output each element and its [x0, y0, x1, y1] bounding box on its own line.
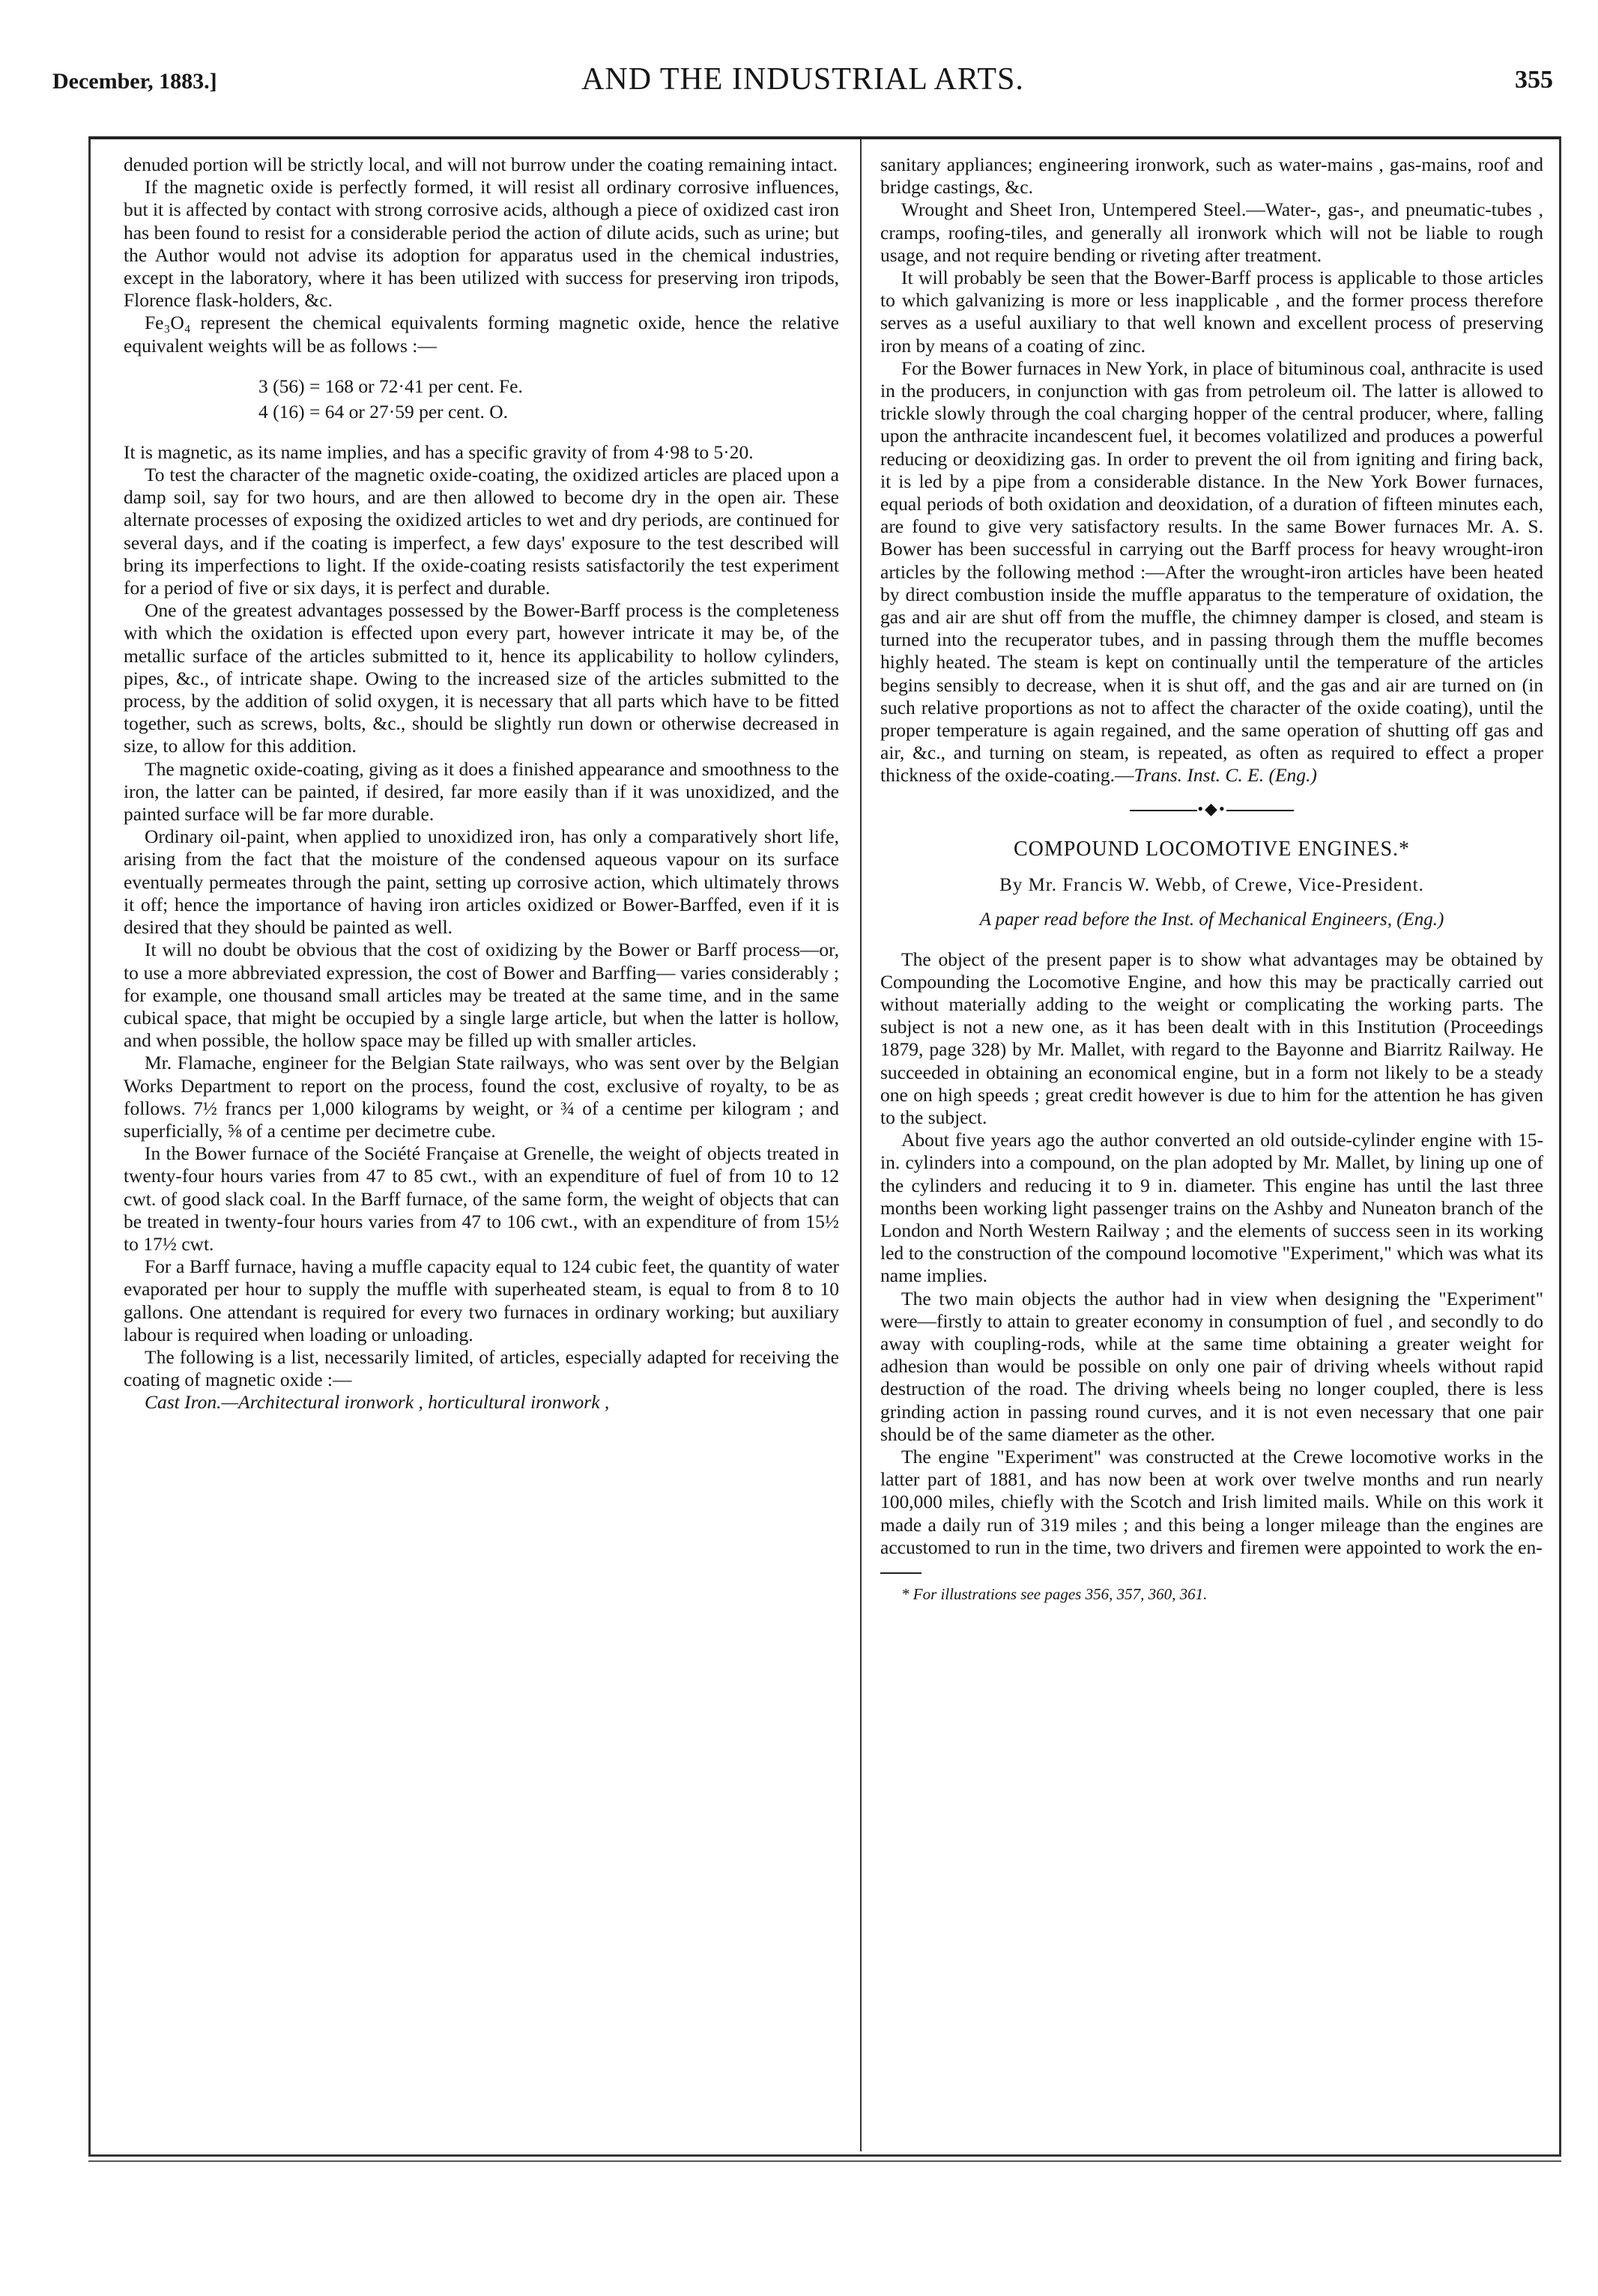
article-byline: By Mr. Francis W. Webb, of Crewe, Vice-President. [999, 875, 1424, 896]
paragraph: It will no doubt be obvious that the cost of oxidizing by the Bower or Barff process—or, to use a more abbreviated expression, the cost of Bower and Barffing— varies considerably ; for example, one thousand small articles may be treated at the same time, and in the same cubical space, that might be occupied by a single large article, but when the latter is hollow, and when possible, the hollow space may be filled up with smaller articles. [124, 939, 839, 1052]
paragraph: The engine "Experiment" was constructed at the Crewe locomotive works in the latter part of 1881, and has now been at work over twelve months and run nearly 100,000 miles, chiefly with the Scotch and Irish limited mails. While on this work it made a daily run of 319 miles ; and this being a longer mileage than the engines are accustomed to run in the time, two drivers and firemen were appointed to work the en- [880, 1445, 1543, 1558]
paragraph: In the Bower furnace of the Société Française at Grenelle, the weight of objects treated in twenty-four hours varies from 47 to 85 cwt., with an expenditure of fuel of from 10 to 12 cwt. of good slack coal. In the Barff furnace, of the same form, the weight of objects that can be treated in twenty-four hours varies from 47 to 106 cwt., with an expenditure of from 15½ to 17½ cwt. [124, 1142, 839, 1255]
cast-iron-list: Cast Iron.—Architectural ironwork , horticultural ironwork , [145, 1391, 610, 1414]
page-number: 355 [1515, 66, 1553, 94]
bottom-rule [88, 2154, 1561, 2157]
paragraph: sanitary appliances; engineering ironwork, such as water-mains , gas-mains, roof and bridge castings, &c. [880, 154, 1543, 199]
paragraph: The magnetic oxide-coating, giving as it does a finished appearance and smoothness to the iron, the latter can be painted, if desired, far more easily than if it was unoxidized, and the painted surface will be far more durable. [124, 757, 839, 826]
paragraph: The two main objects the author had in view when designing the "Experiment" were—firstly to attain to greater economy in consumption of fuel , and secondly to do away with coupling-rods, while at the same time obtaining a greater weight for adhesion than would be possible on only one pair of driving wheels without rapid destruction of the road. The driving wheels being no longer coupled, there is less grinding action in passing round curves, and it is not even necessary that one pair should be of the same diameter as the other. [880, 1287, 1543, 1445]
paragraph: If the magnetic oxide is perfectly formed, it will resist all ordinary corrosive influences, but it is affected by contact with strong corrosive acids, although a piece of oxidized cast iron has been found to resist for a considerable period the action of dilute acids, such as urine; but the Author would not advise its adoption for apparatus used in the chemical industries, except in the laboratory, where it has been utilized with success for preserving iron tripods, Florence flask-holders, &c. [124, 176, 839, 312]
paragraph: Fe₃O₄ represent the chemical equivalents forming magnetic oxide, hence the relative equivalent weights will be as follows :— [124, 312, 839, 357]
header-title: AND THE INDUSTRIAL ARTS. [581, 62, 1024, 97]
paragraph [880, 357, 1543, 787]
paragraph: The object of the present paper is to show what advantages may be obtained by Compounding the Locomotive Engine, and how this may be practically carried out without materially adding to the weight or complicating the working parts. The subject is not a new one, as it has been dealt with in this Institution (Proceedings 1879, page 328) by Mr. Mallet, with regard to the Bayonne and Biarritz Railway. He succeeded in obtaining an economical engine, but in a form not likely to be a steady one on high speeds ; great credit however is due to him for the attention he has given to the subject. [880, 948, 1543, 1128]
paragraph: Wrought and Sheet Iron, Untempered Steel.—Water-, gas-, and pneumatic-tubes , cramps, roofing-tiles, and generally all ironwork which will not be liable to rough usage, and not require bending or riveting after treatment. [880, 199, 1543, 266]
paragraph: It will probably be seen that the Bower-Barff process is applicable to those articles to which galvanizing is more or less inapplicable , and the former process therefore serves as a useful auxiliary to that well known and excellent process of preserving iron by means of a coating of zinc. [880, 267, 1543, 357]
paragraph: For a Barff furnace, having a muffle capacity equal to 124 cubic feet, the quantity of water evaporated per hour to supply the muffle with superheated steam, is equal to from 8 to 10 gallons. One attendant is required for every two furnaces in ordinary working; but auxiliary labour is required when loading or unloading. [124, 1255, 839, 1345]
paragraph: It is magnetic, as its name implies, and has a specific gravity of from 4·98 to 5·20. [124, 440, 754, 463]
right-column [880, 154, 1543, 1605]
paragraph: The following is a list, necessarily limited, of articles, especially adapted for receiving the coating of magnetic oxide :— [124, 1345, 839, 1391]
article-title: COMPOUND LOCOMOTIVE ENGINES.* [1013, 837, 1411, 861]
paragraph: To test the character of the magnetic oxide-coating, the oxidized articles are placed upon a damp soil, say for two hours, and are then allowed to become dry in the open air. These alternate processes of exposing the oxidized articles to wet and dry periods, are continued for several days, and if the coating is imperfect, a few days' exposure to the test described will bring its imperfections to light. If the oxide-coating resists satisfactorily the test experiment for a period of five or six days, it is perfect and durable. [124, 464, 839, 599]
paragraph: Mr. Flamache, engineer for the Belgian State railways, who was sent over by the Belgian Works Department to report on the process, found the cost, exclusive of royalty, to be as follows. 7½ francs per 1,000 kilograms by weight, or ¾ of a centime per kilogram ; and superficially, ⅝ of a centime per decimetre cube. [124, 1052, 839, 1142]
paragraph: Ordinary oil-paint, when applied to unoxidized iron, has only a comparatively short life, arising from the fact that the moisture of the condensed aqueous vapour on its surface eventually permeates through the paint, setting up corrosive action, which ultimately throws it off; hence the importance of having iron articles oxidized or Bower-Barffed, even if it is desired that they should be painted as well. [124, 826, 839, 939]
left-column [124, 154, 839, 1414]
paper-note: A paper read before the Inst. of Mechanical Engineers, (Eng.) [979, 909, 1444, 930]
paragraph-text: For the Bower furnaces in New York, in place of bituminous coal, anthracite is used in the producers, in conjunction with gas from petroleum oil. The latter is allowed to trickle slowly through the coal charging hopper of the central producer, where, falling upon the anthracite incandescent fuel, it becomes volatilized and produces a powerful reducing or deoxidizing gas. In order to prevent the oil from igniting and firing back, it is led by a pipe from a considerable distance. In the New York Bower furnaces, equal periods of both oxidation and deoxidation, of a duration of fifteen minutes each, are found to give very satisfactory results. In the same Bower furnaces Mr. A. S. Bower has been successful in carrying out the Barff process for heavy wrought-iron articles by the following method :—After the wrought-iron articles have been heated by direct combustion inside the muffle apparatus to the temperature of oxidation, the gas and air are shut off from the muffle, the chimney damper is closed, and steam is turned into the recuperator tubes, and in passing through them the muffle becomes highly heated. The steam is kept on continually until the temperature of the articles begins sensibly to decrease, when it is shut off, and the gas and air are turned on (in such relative proportions as not to affect the character of the oxide coating), until the proper temperature is again regained, and the same operation of shutting off gas and air, &c., and turning on steam, is repeated, as often as required to effect a proper thickness of the oxide-coating.— [880, 357, 1543, 787]
header-date: December, 1883.] [52, 69, 217, 94]
paragraph: One of the greatest advantages possessed by the Bower-Barff process is the completeness with which the oxidation is effected upon every part, however intricate it may be, of the metallic surface of the articles submitted to it, hence its applicability to hollow cylinders, pipes, &c., of intricate shape. Owing to the increased size of the articles submitted to the process, by the addition of solid oxygen, it is necessary that all parts which have to be fitted together, such as screws, bolts, &c., should be slightly run down or otherwise decreased in size, to allow for this addition. [124, 599, 839, 757]
formula-line-iron: 3 (56) = 168 or 72·41 per cent. Fe. [258, 375, 523, 397]
equivalent-weights-formula [258, 374, 839, 425]
running-header [52, 58, 1553, 111]
formula-line-oxygen: 4 (16) = 64 or 27·59 per cent. O. [258, 400, 509, 422]
footnote-rule [880, 1572, 921, 1574]
citation: Trans. Inst. C. E. (Eng.) [1134, 764, 1317, 787]
footnote: * For illustrations see pages 356, 357, 360, 361. [901, 1584, 1208, 1603]
section-ornament: •◆• [880, 798, 1543, 820]
paragraph: About five years ago the author converted an old outside-cylinder engine with 15-in. cylinders into a compound, on the plan adopted by Mr. Mallet, by lining up one of the cylinders and reducing it to 9 in. diameter. This engine has until the last three months been working light passenger trains on the Ashby and Nuneaton branch of the London and North Western Railway ; and the elements of success seen in its working led to the construction of the compound locomotive "Experiment," which was what its name implies. [880, 1129, 1543, 1287]
bottom-rule-thin [88, 2160, 1561, 2162]
paragraph-italic [124, 1391, 839, 1414]
paragraph: denuded portion will be strictly local, and will not burrow under the coating remaining intact. [124, 154, 838, 175]
column-divider [860, 139, 862, 2151]
